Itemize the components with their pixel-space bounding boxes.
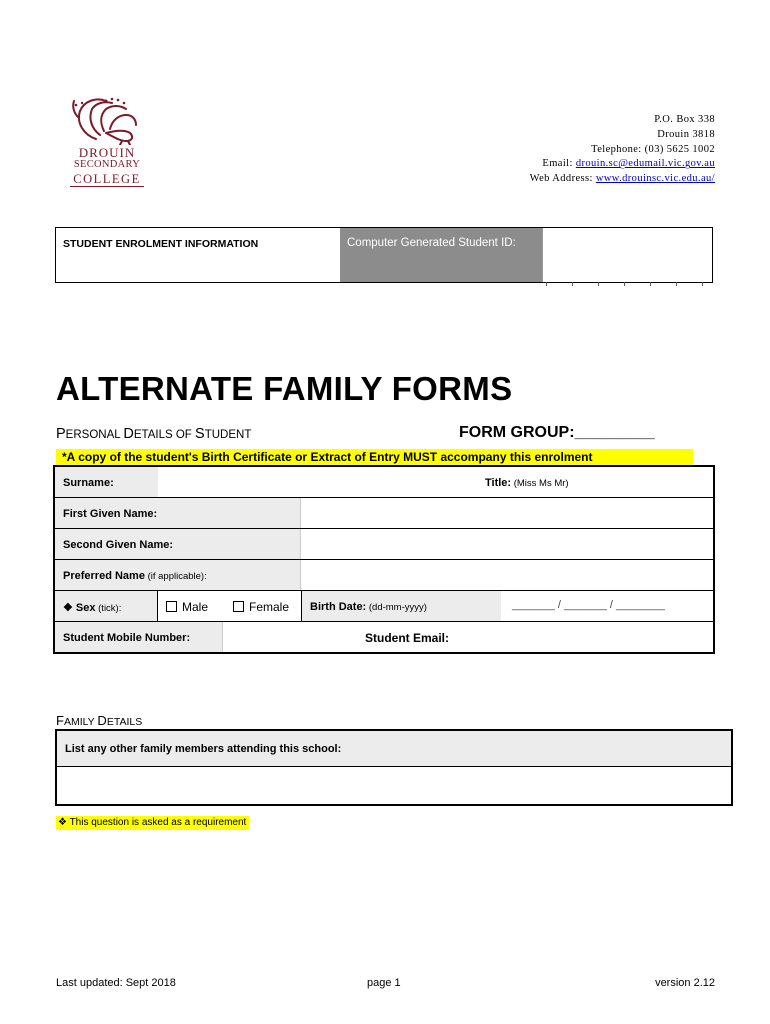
personal-details-table [53, 465, 715, 654]
male-checkbox[interactable] [166, 601, 177, 612]
preferred-row [55, 560, 713, 591]
heading-cap-p: P [56, 426, 66, 442]
heading-sc-amily: AMILY [63, 716, 98, 728]
family-prompt: List any other family members attending this school: [65, 743, 342, 755]
college-logo [66, 95, 148, 191]
form-group-field[interactable]: FORM GROUP:_________ [459, 424, 655, 441]
male-option[interactable] [166, 600, 208, 614]
page-title: ALTERNATE FAMILY FORMS [56, 370, 513, 407]
male-label: Male [182, 600, 209, 614]
heading-cap-d2: D [97, 713, 107, 728]
sex-label-text: ❖ Sex [63, 602, 96, 614]
email-label: Email: [542, 158, 576, 170]
family-members-input[interactable] [57, 767, 731, 804]
family-details-heading [56, 713, 142, 728]
enrolment-info-label: STUDENT ENROLMENT INFORMATION [63, 238, 259, 250]
heading-sc-tudent: TUDENT [204, 429, 252, 441]
female-checkbox[interactable] [233, 601, 244, 612]
preferred-input[interactable] [301, 560, 713, 590]
female-option[interactable] [233, 600, 289, 614]
lyrebird-logo-icon [66, 95, 148, 145]
email-line [530, 157, 715, 172]
personal-details-heading [56, 426, 251, 442]
title-label-text: Title: [485, 477, 512, 489]
heading-cap-s: S [195, 426, 205, 442]
requirement-note: ❖ This question is asked as a requirement [56, 816, 249, 830]
email-link[interactable]: drouin.sc@edumail.vic.gov.au [575, 158, 715, 170]
first-given-row [55, 498, 713, 529]
logo-rule [70, 186, 144, 187]
student-id-label-cell [340, 228, 542, 282]
footer-version: version 2.12 [655, 977, 715, 989]
birth-date-note: (dd-mm-yyyy) [366, 602, 427, 613]
student-id-field[interactable] [542, 228, 713, 282]
title-label [485, 477, 569, 489]
student-id-ticks [546, 282, 711, 286]
surname-label: Surname: [63, 477, 114, 489]
telephone: Telephone: (03) 5625 1002 [591, 143, 715, 155]
birth-date-label [310, 601, 427, 613]
heading-sc-etails: ETAILS OF [133, 429, 196, 441]
heading-sc-etails2: ETAILS [106, 716, 143, 728]
surname-input[interactable] [158, 467, 713, 497]
title-options: (Miss Ms Mr) [511, 478, 569, 489]
preferred-note: (if applicable): [144, 571, 207, 582]
sex-label [63, 601, 121, 614]
heading-sc-ersonal: ERSONAL [65, 429, 124, 441]
surname-row [55, 467, 713, 498]
heading-cap-d: D [123, 426, 134, 442]
sex-note: (tick): [95, 603, 122, 614]
web-line [530, 172, 715, 187]
footer-last-updated: Last updated: Sept 2018 [56, 977, 176, 989]
sex-birth-row [55, 591, 713, 622]
logo-line-1: DROUIN [78, 145, 136, 160]
birth-certificate-notice: *A copy of the student's Birth Certificate or Extract of Entry MUST accompany this enrolment [56, 449, 693, 465]
first-given-label: First Given Name: [63, 508, 158, 520]
student-email-input[interactable] [465, 622, 713, 652]
second-given-input[interactable] [301, 529, 713, 559]
student-id-label: Computer Generated Student ID: [347, 237, 516, 249]
address-block [530, 113, 715, 187]
birth-date-input[interactable]: _______ / _______ / ________ [512, 599, 665, 611]
heading-cap-f: F [56, 713, 64, 728]
mobile-input[interactable] [223, 622, 363, 652]
second-given-label: Second Given Name: [63, 539, 174, 551]
po-box: P.O. Box 338 [654, 114, 715, 125]
logo-line-3: COLLEGE [73, 172, 141, 186]
contact-row [55, 622, 713, 652]
birth-date-label-text: Birth Date: [310, 601, 367, 613]
footer-page-number: page 1 [367, 977, 401, 989]
web-label: Web Address: [529, 173, 596, 185]
second-given-row [55, 529, 713, 560]
web-link[interactable]: www.drouinsc.vic.edu.au/ [595, 173, 715, 185]
logo-line-2: SECONDARY [73, 159, 141, 170]
preferred-label-text: Preferred Name [63, 570, 145, 582]
student-email-label: Student Email: [365, 631, 450, 645]
first-given-input[interactable] [301, 498, 713, 528]
town: Drouin 3818 [657, 128, 715, 140]
mobile-label: Student Mobile Number: [63, 632, 191, 644]
enrolment-info-box [55, 227, 713, 283]
preferred-label [63, 570, 207, 582]
family-details-table [55, 729, 733, 806]
female-label: Female [249, 600, 290, 614]
